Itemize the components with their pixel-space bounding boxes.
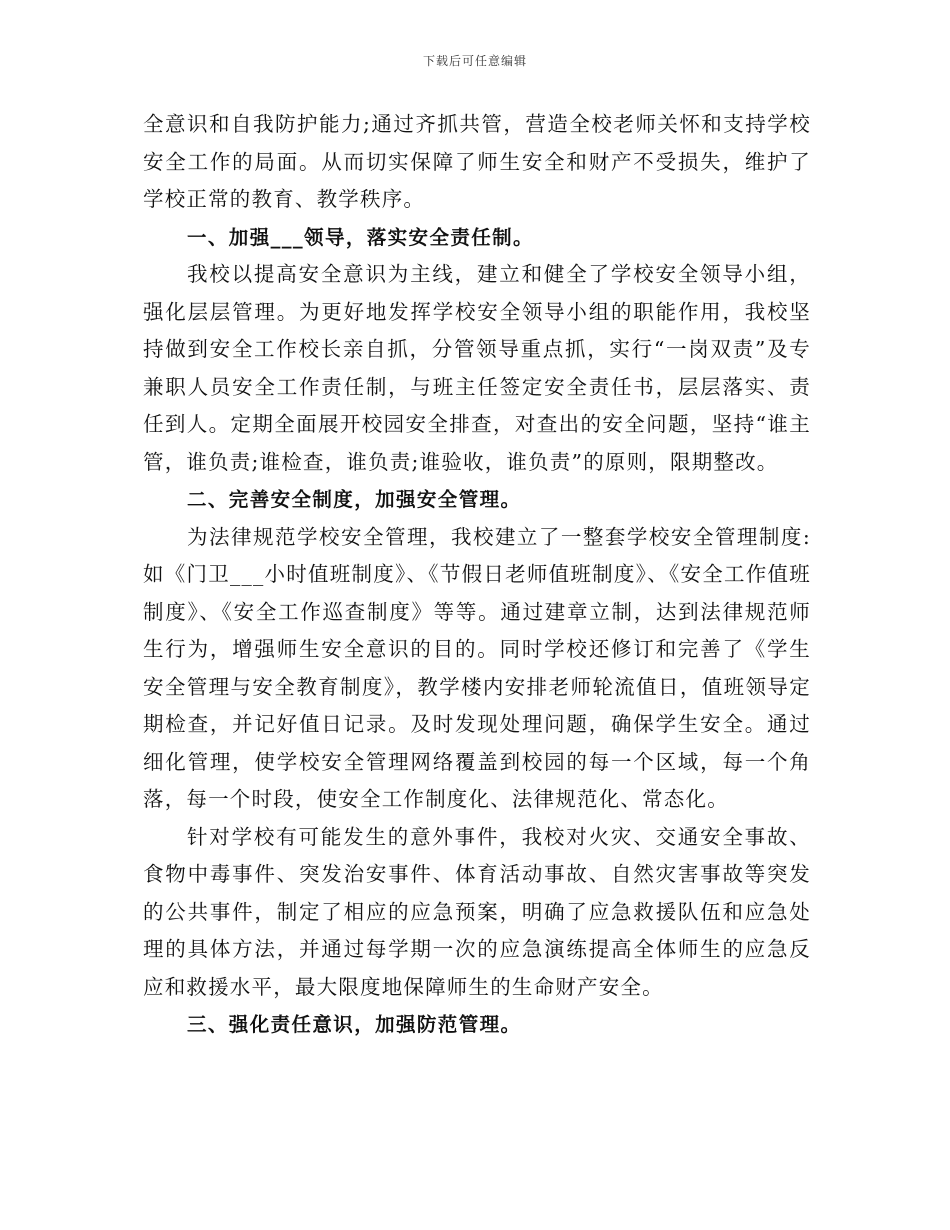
paragraph-emergency-plans: 针对学校有可能发生的意外事件，我校对火灾、交通安全事故、食物中毒事件、突发治安事件、体育活动事故、自然灾害事故等突发的公共事件，制定了相应的应急预案，明确了应急救援队伍和应急处理的具体方法，并通过每学期一次的应急演练提高全体师生的应急反应和救援水平，最大限度地保障师生的生命财产安全。 (143, 824, 811, 999)
paragraph-safety-rules: 为法律规范学校安全管理，我校建立了一整套学校安全管理制度:如《门卫___小时值班制度》、《节假日老师值班制度》、《安全工作值班制度》、《安全工作巡查制度》等等。通过建章立制，达到法律规范师生行为，增强师生安全意识的目的。同时学校还修订和完善了《学生安全管理与安全教育制度》，教学楼内安排老师轮流值日，值班领导定期检查，并记好值日记录。及时发现处理问题，确保学生安全。通过细化管理，使学校安全管理网络覆盖到校园的每一个区域，每一个角落，每一个时段，使安全工作制度化、法律规范化、常态化。 (143, 524, 811, 811)
paragraph-continuation: 全意识和自我防护能力;通过齐抓共管，营造全校老师关怀和支持学校安全工作的局面。从而切实保障了师生安全和财产不受损失，维护了学校正常的教育、教学秩序。 (143, 112, 811, 211)
section-heading-3: 三、强化责任意识，加强防范管理。 (187, 1013, 522, 1036)
section-heading-1: 一、加强___领导，落实安全责任制。 (187, 225, 534, 249)
page-header-watermark: 下载后可任意编辑 (422, 54, 527, 68)
document-body (143, 106, 811, 1044)
section-heading-2: 二、完善安全制度，加强安全管理。 (187, 488, 522, 511)
paragraph-responsibility: 我校以提高安全意识为主线，建立和健全了学校安全领导小组，强化层层管理。为更好地发挥学校安全领导小组的职能作用，我校坚持做到安全工作校长亲自抓，分管领导重点抓，实行“一岗双责”及专兼职人员安全工作责任制，与班主任签定安全责任书，层层落实、责任到人。定期全面展开校园安全排查，对查出的安全问题，坚持“谁主管，谁负责;谁检查，谁负责;谁验收，谁负责”的原则，限期整改。 (143, 262, 811, 474)
